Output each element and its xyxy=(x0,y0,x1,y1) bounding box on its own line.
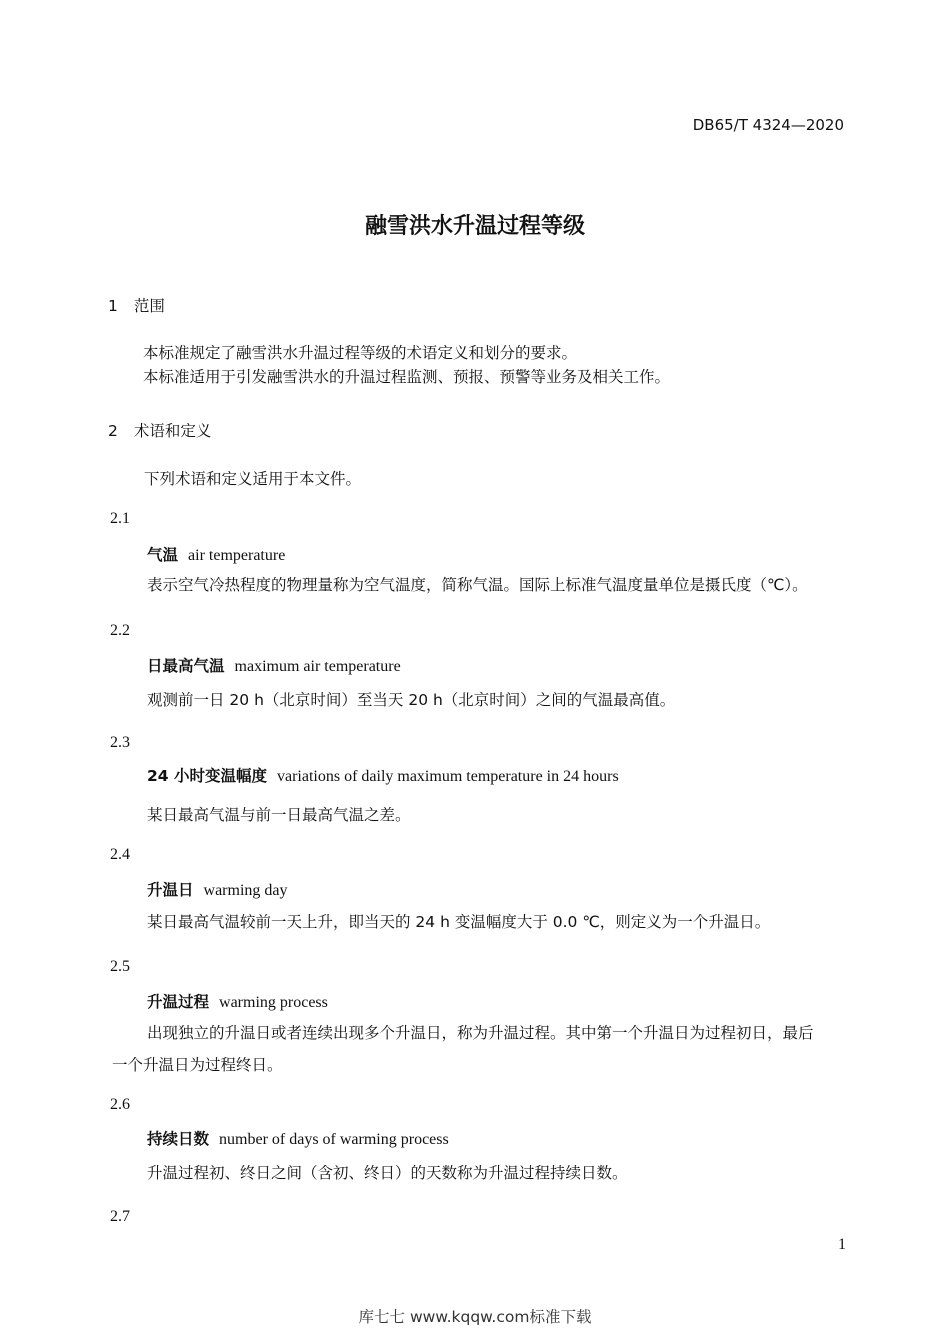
term-number: 2.3 xyxy=(110,734,130,751)
section-number: 1 xyxy=(108,297,118,315)
term-definition: 观测前一日 20 h（北京时间）至当天 20 h（北京时间）之间的气温最高值。 xyxy=(147,691,676,709)
term-zh: 24 小时变温幅度 xyxy=(147,767,267,785)
page-title: 融雪洪水升温过程等级 xyxy=(364,214,585,239)
footer-watermark: 库七七 www.kqqw.com标准下载 xyxy=(358,1308,592,1326)
section-2-heading xyxy=(108,421,211,441)
term-en: warming day xyxy=(203,882,288,899)
term-heading xyxy=(147,880,288,901)
term-en: number of days of warming process xyxy=(219,1131,449,1148)
term-definition: 某日最高气温较前一天上升，即当天的 24 h 变温幅度大于 0.0 ℃，则定义为一个升温日。 xyxy=(147,913,771,931)
term-heading xyxy=(147,545,285,566)
term-definition: 升温过程初、终日之间（含初、终日）的天数称为升温过程持续日数。 xyxy=(147,1164,628,1182)
term-heading xyxy=(147,766,619,787)
term-zh: 日最高气温 xyxy=(147,657,225,675)
term-en: variations of daily maximum temperature in 24 hours xyxy=(276,768,619,785)
term-number: 2.2 xyxy=(110,622,130,639)
term-zh: 升温过程 xyxy=(147,993,210,1011)
term-number: 2.7 xyxy=(110,1208,130,1225)
term-number: 2.6 xyxy=(110,1096,130,1113)
paragraph: 本标准规定了融雪洪水升温过程等级的术语定义和划分的要求。 xyxy=(143,344,578,362)
term-zh: 升温日 xyxy=(147,881,194,899)
term-heading xyxy=(147,656,401,677)
term-number: 2.5 xyxy=(110,958,130,975)
term-number: 2.1 xyxy=(110,510,130,527)
doc-code: DB65/T 4324—2020 xyxy=(692,116,844,134)
term-definition: 出现独立的升温日或者连续出现多个升温日，称为升温过程。其中第一个升温日为过程初日，最后 xyxy=(147,1024,814,1042)
term-definition: 表示空气冷热程度的物理量称为空气温度，简称气温。国际上标准气温度量单位是摄氏度（℃）。 xyxy=(147,576,808,594)
term-zh: 气温 xyxy=(147,546,179,564)
term-en: warming process xyxy=(219,994,328,1011)
term-definition: 某日最高气温与前一日最高气温之差。 xyxy=(147,806,411,824)
section-number: 2 xyxy=(108,422,118,440)
term-definition-continued: 一个升温日为过程终日。 xyxy=(112,1056,283,1074)
term-heading xyxy=(147,1129,449,1150)
page-number: 1 xyxy=(838,1236,846,1253)
term-number: 2.4 xyxy=(110,846,130,863)
term-heading xyxy=(147,992,328,1013)
section-title: 术语和定义 xyxy=(133,422,212,440)
section-title: 范围 xyxy=(133,297,165,315)
section-1-heading xyxy=(108,296,165,316)
term-en: air temperature xyxy=(188,547,286,564)
paragraph: 下列术语和定义适用于本文件。 xyxy=(144,470,362,488)
term-en: maximum air temperature xyxy=(234,658,401,675)
paragraph: 本标准适用于引发融雪洪水的升温过程监测、预报、预警等业务及相关工作。 xyxy=(143,368,671,386)
term-zh: 持续日数 xyxy=(147,1130,210,1148)
